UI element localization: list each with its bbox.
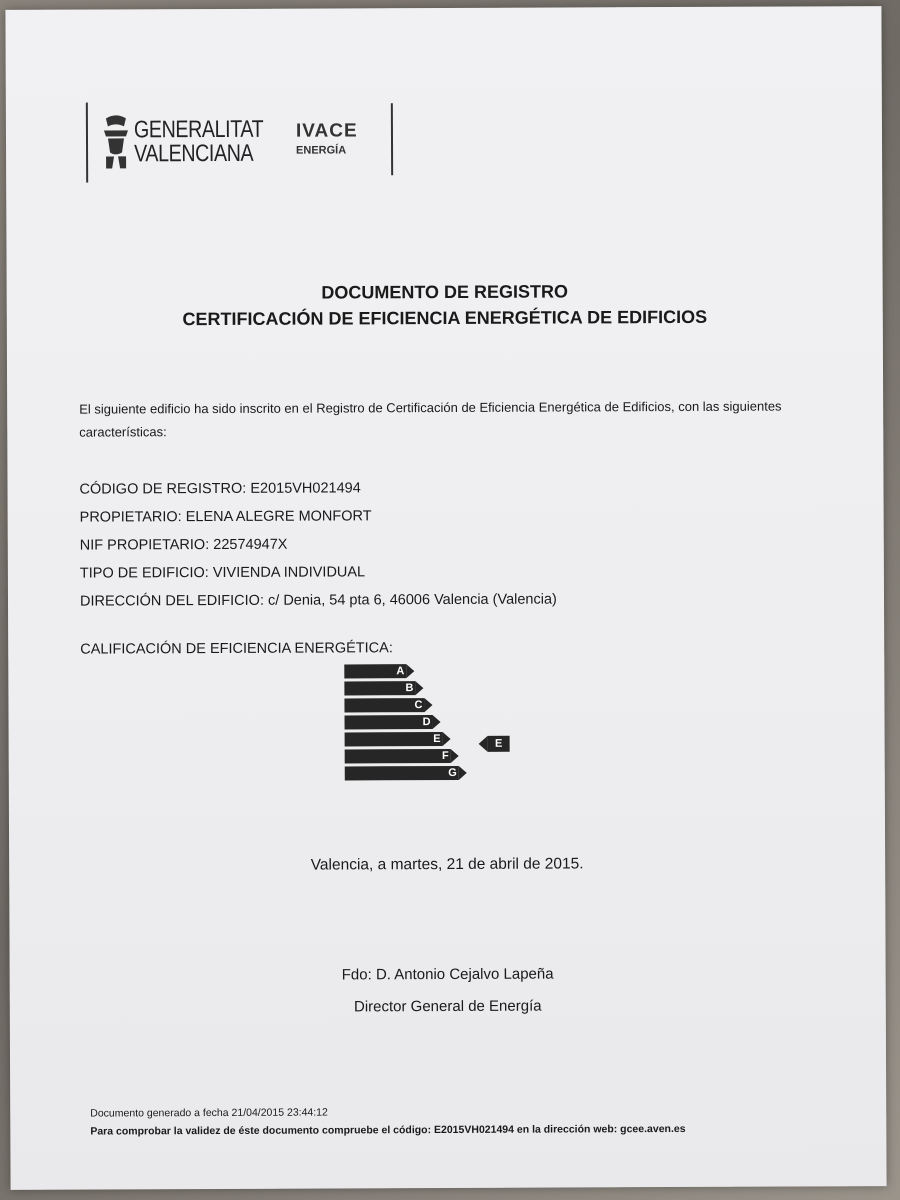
- document-page: [5, 6, 886, 1190]
- building-address: DIRECCIÓN DEL EDIFICIO: c/ Denia, 54 pta 6, 46006 Valencia (Valencia): [79, 591, 557, 610]
- rating-band-b-letter: B: [405, 682, 414, 695]
- building-type: TIPO DE EDIFICIO: VIVIENDA INDIVIDUAL: [79, 564, 366, 582]
- rating-band-f: [345, 749, 459, 763]
- rating-band-g: [345, 766, 467, 781]
- ivace-logo: [296, 120, 358, 156]
- rating-band-d: [345, 715, 441, 729]
- registration-code: CÓDIGO DE REGISTRO: E2015VH021494: [79, 480, 361, 498]
- rating-band-e-letter: E: [433, 733, 441, 746]
- signatory-name: Fdo: D. Antonio Cejalvo Lapeña: [341, 965, 554, 984]
- rating-indicator-value: E: [488, 736, 510, 752]
- owner-nif: NIF PROPIETARIO: 22574947X: [79, 536, 288, 554]
- owner-name: PROPIETARIO: ELENA ALEGRE MONFORT: [79, 508, 372, 526]
- ivace-logo-sub: ENERGÍA: [296, 144, 347, 157]
- generalitat-valenciana-wordmark: [134, 117, 263, 166]
- rating-band-a-letter: A: [396, 665, 405, 678]
- rating-indicator: [479, 736, 510, 752]
- gv-logo-line2: VALENCIANA: [133, 139, 254, 167]
- verification-note: Para comprobar la validez de éste documento compruebe el código: E2015VH021494 en la dirección web: gcee.aven.es: [90, 1122, 686, 1138]
- rating-band-c: [344, 698, 432, 712]
- rating-band-f-letter: F: [441, 749, 449, 763]
- document-title: DOCUMENTO DE REGISTRO: [321, 281, 569, 303]
- date-line: Valencia, a martes, 21 de abril de 2015.: [310, 855, 584, 874]
- building-details: [79, 474, 556, 616]
- logo-divider-left: [86, 102, 88, 182]
- rating-band-c-letter: C: [414, 699, 423, 712]
- document-subtitle: CERTIFICACIÓN DE EFICIENCIA ENERGÉTICA DE EDIFICIOS: [182, 306, 708, 330]
- bat-emblem-icon: [102, 112, 130, 172]
- generalitat-valenciana-logo: [86, 99, 292, 185]
- rating-band-g-letter: G: [448, 766, 457, 779]
- rating-indicator-arrow: [479, 736, 488, 752]
- rating-heading: CALIFICACIÓN DE EFICIENCIA ENERGÉTICA:: [80, 640, 393, 658]
- rating-band-a: [344, 664, 414, 678]
- signatory-title: Director General de Energía: [353, 997, 542, 1016]
- rating-band-d-letter: D: [422, 716, 431, 729]
- rating-band-b: [344, 681, 423, 695]
- gv-logo-line1: GENERALITAT: [133, 115, 264, 143]
- intro-paragraph: El siguiente edificio ha sido inscrito en el Registro de Certificación de Eficiencia Energética de Edificios, con las siguientes características:: [79, 398, 782, 440]
- ivace-logo-name: IVACE: [295, 120, 358, 142]
- rating-band-e: [345, 732, 451, 746]
- generation-timestamp: Documento generado a fecha 21/04/2015 23:44:12: [90, 1106, 328, 1120]
- logo-divider-right: [391, 103, 393, 175]
